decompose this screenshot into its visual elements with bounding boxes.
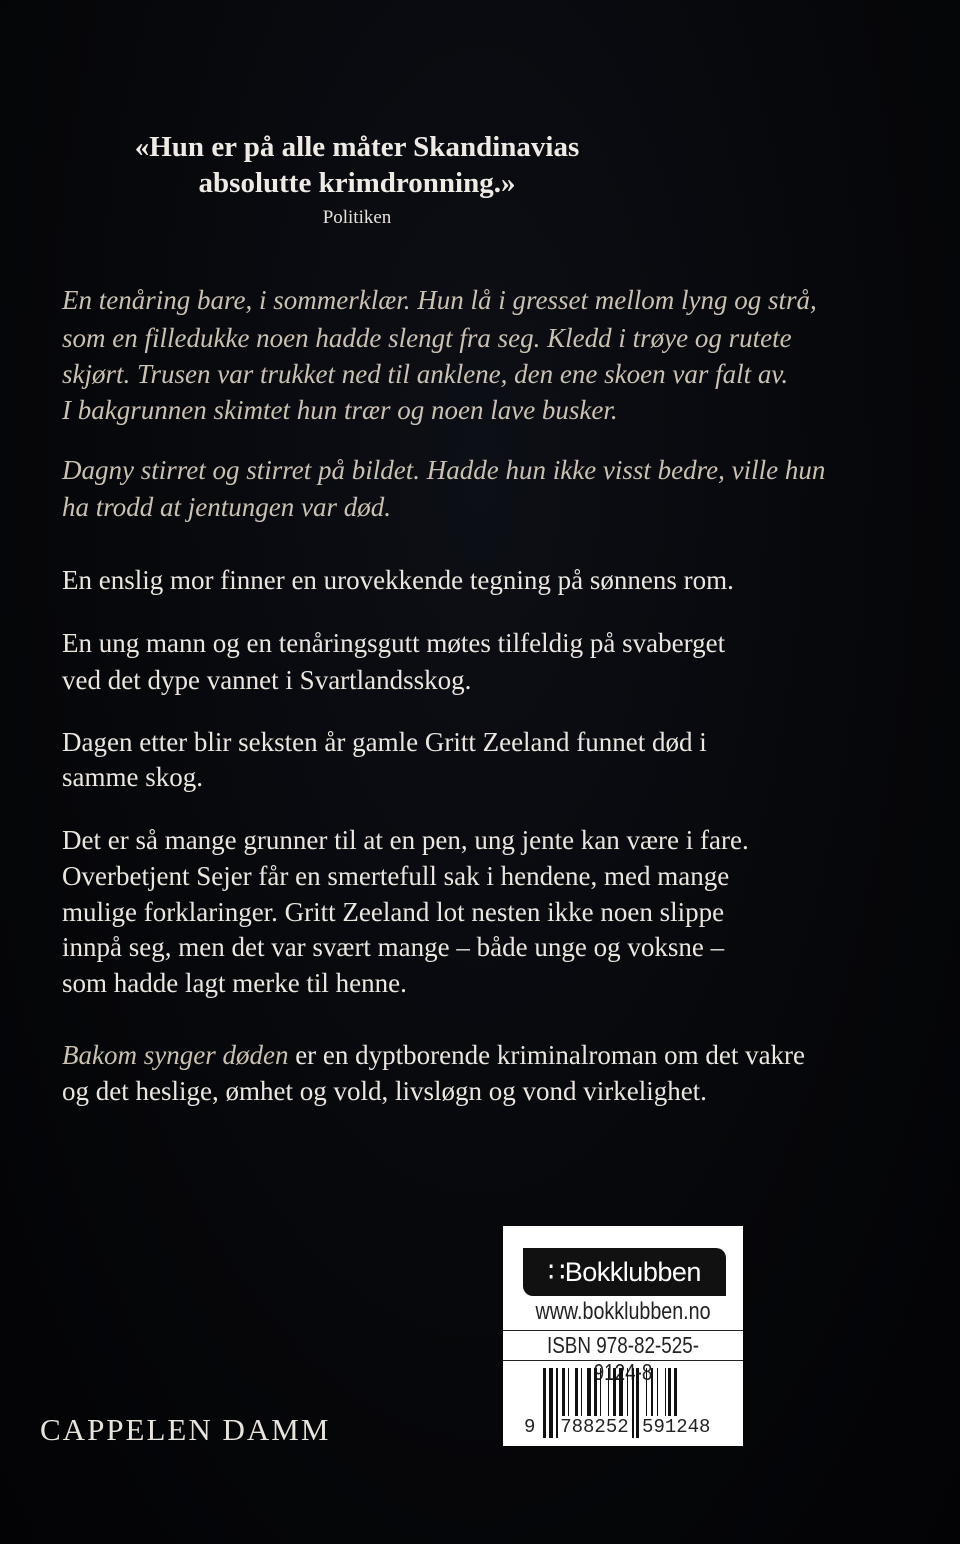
closing-line-1 [62, 1037, 805, 1073]
divider [503, 1360, 743, 1361]
ean-group-1: 788252 [560, 1416, 629, 1438]
body-line: Dagen etter blir seksten år gamle Gritt Zeeland funnet død i [62, 727, 707, 757]
quote-line-1: «Hun er på alle måter Skandinavias [134, 131, 580, 163]
excerpt-line: som en filledukke noen hadde slengt fra seg. Kledd i trøye og rutete [62, 323, 792, 353]
brand-name: Bokklubben [564, 1257, 701, 1287]
quote-line-2: absolutte krimdronning.» [198, 167, 516, 199]
ean-prefix: 9 [524, 1416, 536, 1438]
closing-line-2: og det heslige, ømhet og vold, livsløgn og vond virkelighet. [62, 1076, 707, 1106]
divider [503, 1330, 743, 1331]
excerpt-line: I bakgrunnen skimtet hun trær og noen lave busker. [62, 395, 618, 425]
body-line: som hadde lagt merke til henne. [62, 968, 407, 998]
body-line: mulige forklaringer. Gritt Zeeland lot nesten ikke noen slippe [62, 897, 725, 927]
body-line: Overbetjent Sejer får en smertefull sak i hendene, med mange [62, 861, 730, 891]
bokklubben-logo [523, 1248, 726, 1296]
body-line: Det er så mange grunner til at en pen, ung jente kan være i fare. [62, 825, 749, 855]
isbn-number: ISBN 978-82-525-9124-8 [546, 1332, 700, 1385]
excerpt-line: skjørt. Trusen var trukket ned til anklene, den ene skoen var falt av. [62, 359, 789, 389]
body-line: ved det dype vannet i Svartlandsskog. [62, 665, 472, 695]
quote-source: Politiken [322, 207, 392, 228]
ean-group-2: 591248 [642, 1416, 711, 1438]
book-title: Bakom synger døden [62, 1040, 289, 1070]
body-line: samme skog. [62, 762, 203, 792]
body-line: En ung mann og en tenåringsgutt møtes tilfeldig på svaberget [62, 628, 726, 658]
ean-digits [523, 1416, 733, 1438]
isbn-label [503, 1226, 743, 1446]
excerpt-line: ha trodd at jentungen var død. [62, 492, 391, 522]
website-url: www.bokklubben.no [535, 1298, 711, 1325]
brand-mark-icon: ∷ [548, 1257, 565, 1287]
body-line: innpå seg, men det var svært mange – både unge og voksne – [62, 932, 725, 962]
publisher-logo: CAPPELEN DAMM [40, 1412, 331, 1447]
excerpt-line: En tenåring bare, i sommerklær. Hun lå i gresset mellom lyng og strå, [62, 285, 817, 315]
excerpt-line: Dagny stirret og stirret på bildet. Hadde hun ikke visst bedre, ville hun [62, 455, 826, 485]
closing-text: er en dyptborende kriminalroman om det vakre [288, 1040, 806, 1070]
body-line: En enslig mor finner en urovekkende tegning på sønnens rom. [62, 565, 734, 595]
